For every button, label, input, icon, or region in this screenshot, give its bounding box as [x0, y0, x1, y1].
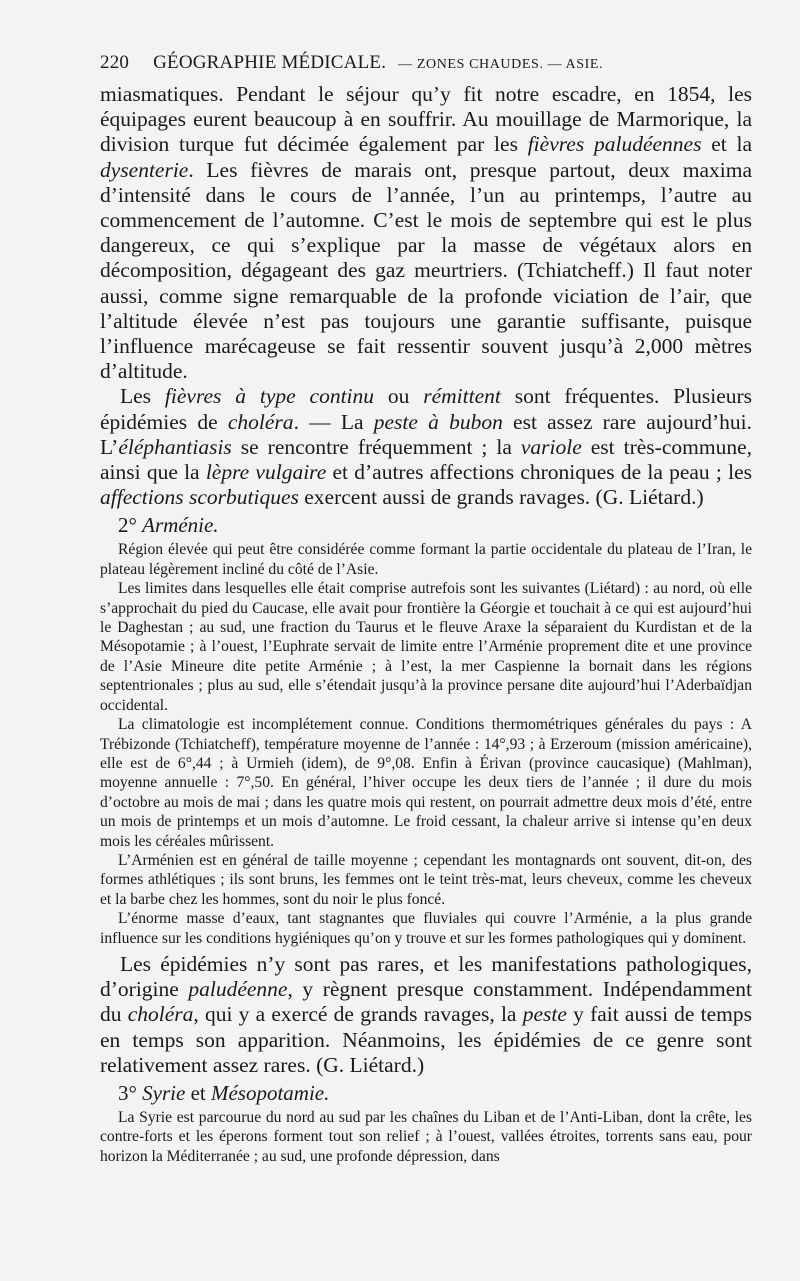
paragraph-armenie-climate: La climatologie est incomplétement connue. Conditions thermométriques générales du pays : A Trébizonde (Tchiatcheff), température moyenne de l’année : 14°,93 ; à Erzeroum (mission américaine), elle est de 6°,44 ; à Urmieh (idem), de 9°,08. Enfin à Érivan (province caucasique) (Mahlman), moyenne annuelle : 7°,50. En général, l’hiver occupe les deux tiers de l’année ; il dure du mois d’octobre au mois de mai ; dans les quatre mois qui restent, on pourrait admettre deux mois d’été, entre un mois de printemps et un mois d’automne. Le froid cessant, la chaleur arrive si intense qu’en deux mois les céréales mûrissent. — [100, 716, 752, 850]
paragraph-armenie-epidemics: Les épidémies n’y sont pas rares, et les manifestations pathologiques, d’origine paludéenne, y règnent presque constamment. Indépendamment du choléra, qui y a exercé de grands ravages, la peste y fait aussi de temps en temps son apparition. Néanmoins, les épidémies de ce genre sont relativement assez rares. (G. Liétard.) — [100, 951, 752, 1077]
section-heading-armenie: 2° Arménie. — [118, 513, 219, 538]
running-title: GÉOGRAPHIE MÉDICALE. — [153, 52, 387, 73]
paragraph-diseases: Les fièvres à type continu ou rémittent sont fréquentes. Plusieurs épidémies de choléra. — La peste à bubon est assez rare aujourd’hui. L’éléphantiasis se rencontre fréquemment ; la variole est très-commune, ainsi que la lèpre vulgaire et d’autres affections chroniques de la peau ; les affections scorbutiques exercent aussi de grands ravages. (G. Liétard.) — [100, 384, 753, 510]
section-heading-syrie: 3° Syrie et Mésopotamie. — [118, 1081, 330, 1105]
running-subtitle: — ZONES CHAUDES. — ASIE. — [398, 57, 604, 72]
book-page — [100, 52, 752, 1166]
paragraph-armenie-limits: Les limites dans lesquelles elle était comprise autrefois sont les suivantes (Liétard) : au nord, où elle s’approchait du pied du Caucase, elle avait pour frontière la Géorgie et touchait à ce qui est aujourd’hui le Daghestan ; au sud, une fraction du Taurus et le fleuve Araxe la séparaient du Kurdistan et de la Mésopotamie ; à l’ouest, l’Euphrate servait de limite entre l’Arménie proprement dite et une province de l’Asie Mineure dite petite Arménie ; à l’est, la mer Caspienne la bornait dans les régions septentrionales ; plus au sud, elle s’étendait jusqu’à la province persane dite aujourd’hui l’Aderbaïdjan occidental. — [100, 580, 752, 714]
page-number: 220 — [100, 52, 130, 73]
paragraph-armenie-people: L’Arménien est en général de taille moyenne ; cependant les montagnards ont souvent, dit-on, des formes athlétiques ; ils sont bruns, les femmes ont le teint très-mat, leurs cheveux, comme les cheveux et la barbe chez les hommes, sont du noir le plus foncé. — [100, 851, 752, 908]
running-head — [100, 52, 752, 82]
paragraph-armenie-region: Région élevée qui peut être considérée comme formant la partie occidentale du plateau de l’Iran, le plateau légèrement incliné du côté de l’Asie. — [100, 541, 752, 578]
paragraph-armenie-waters: L’énorme masse d’eaux, tant stagnantes que fluviales qui couvre l’Arménie, a la plus grande influence sur les conditions hygiéniques qu’on y trouve et sur les formes pathologiques qui y dominent. — [100, 910, 752, 947]
paragraph-marsh-fevers: miasmatiques. Pendant le séjour qu’y fit notre escadre, en 1854, les équipages eurent beaucoup à en souffrir. Au mouillage de Marmorique, la division turque fut décimée également par les fièvres paludéennes et la dysenterie. Les fièvres de marais ont, presque partout, deux maxima d’intensité dans le cours de l’année, l’un au printemps, l’autre au commencement de l’automne. C’est le mois de septembre qui est le plus dangereux, ce qui s’explique par la masse de végétaux alors en décomposition, dégageant des gaz meurtriers. (Tchiatcheff.) Il faut noter aussi, comme signe remarquable de la profonde viciation de l’air, que l’altitude élevée n’est pas toujours une garantie suffisante, puisque l’influence marécageuse se fait ressentir souvent jusqu’à 2,000 mètres d’altitude. — [100, 82, 753, 384]
paragraph-syrie: La Syrie est parcourue du nord au sud par les chaînes du Liban et de l’Anti-Liban, dont la crête, les contre-forts et les éperons forment tout son relief ; à l’ouest, vallées étroites, torrents sans eau, pour horizon la Méditerranée ; au sud, une profonde dépression, dans — [100, 1109, 752, 1165]
